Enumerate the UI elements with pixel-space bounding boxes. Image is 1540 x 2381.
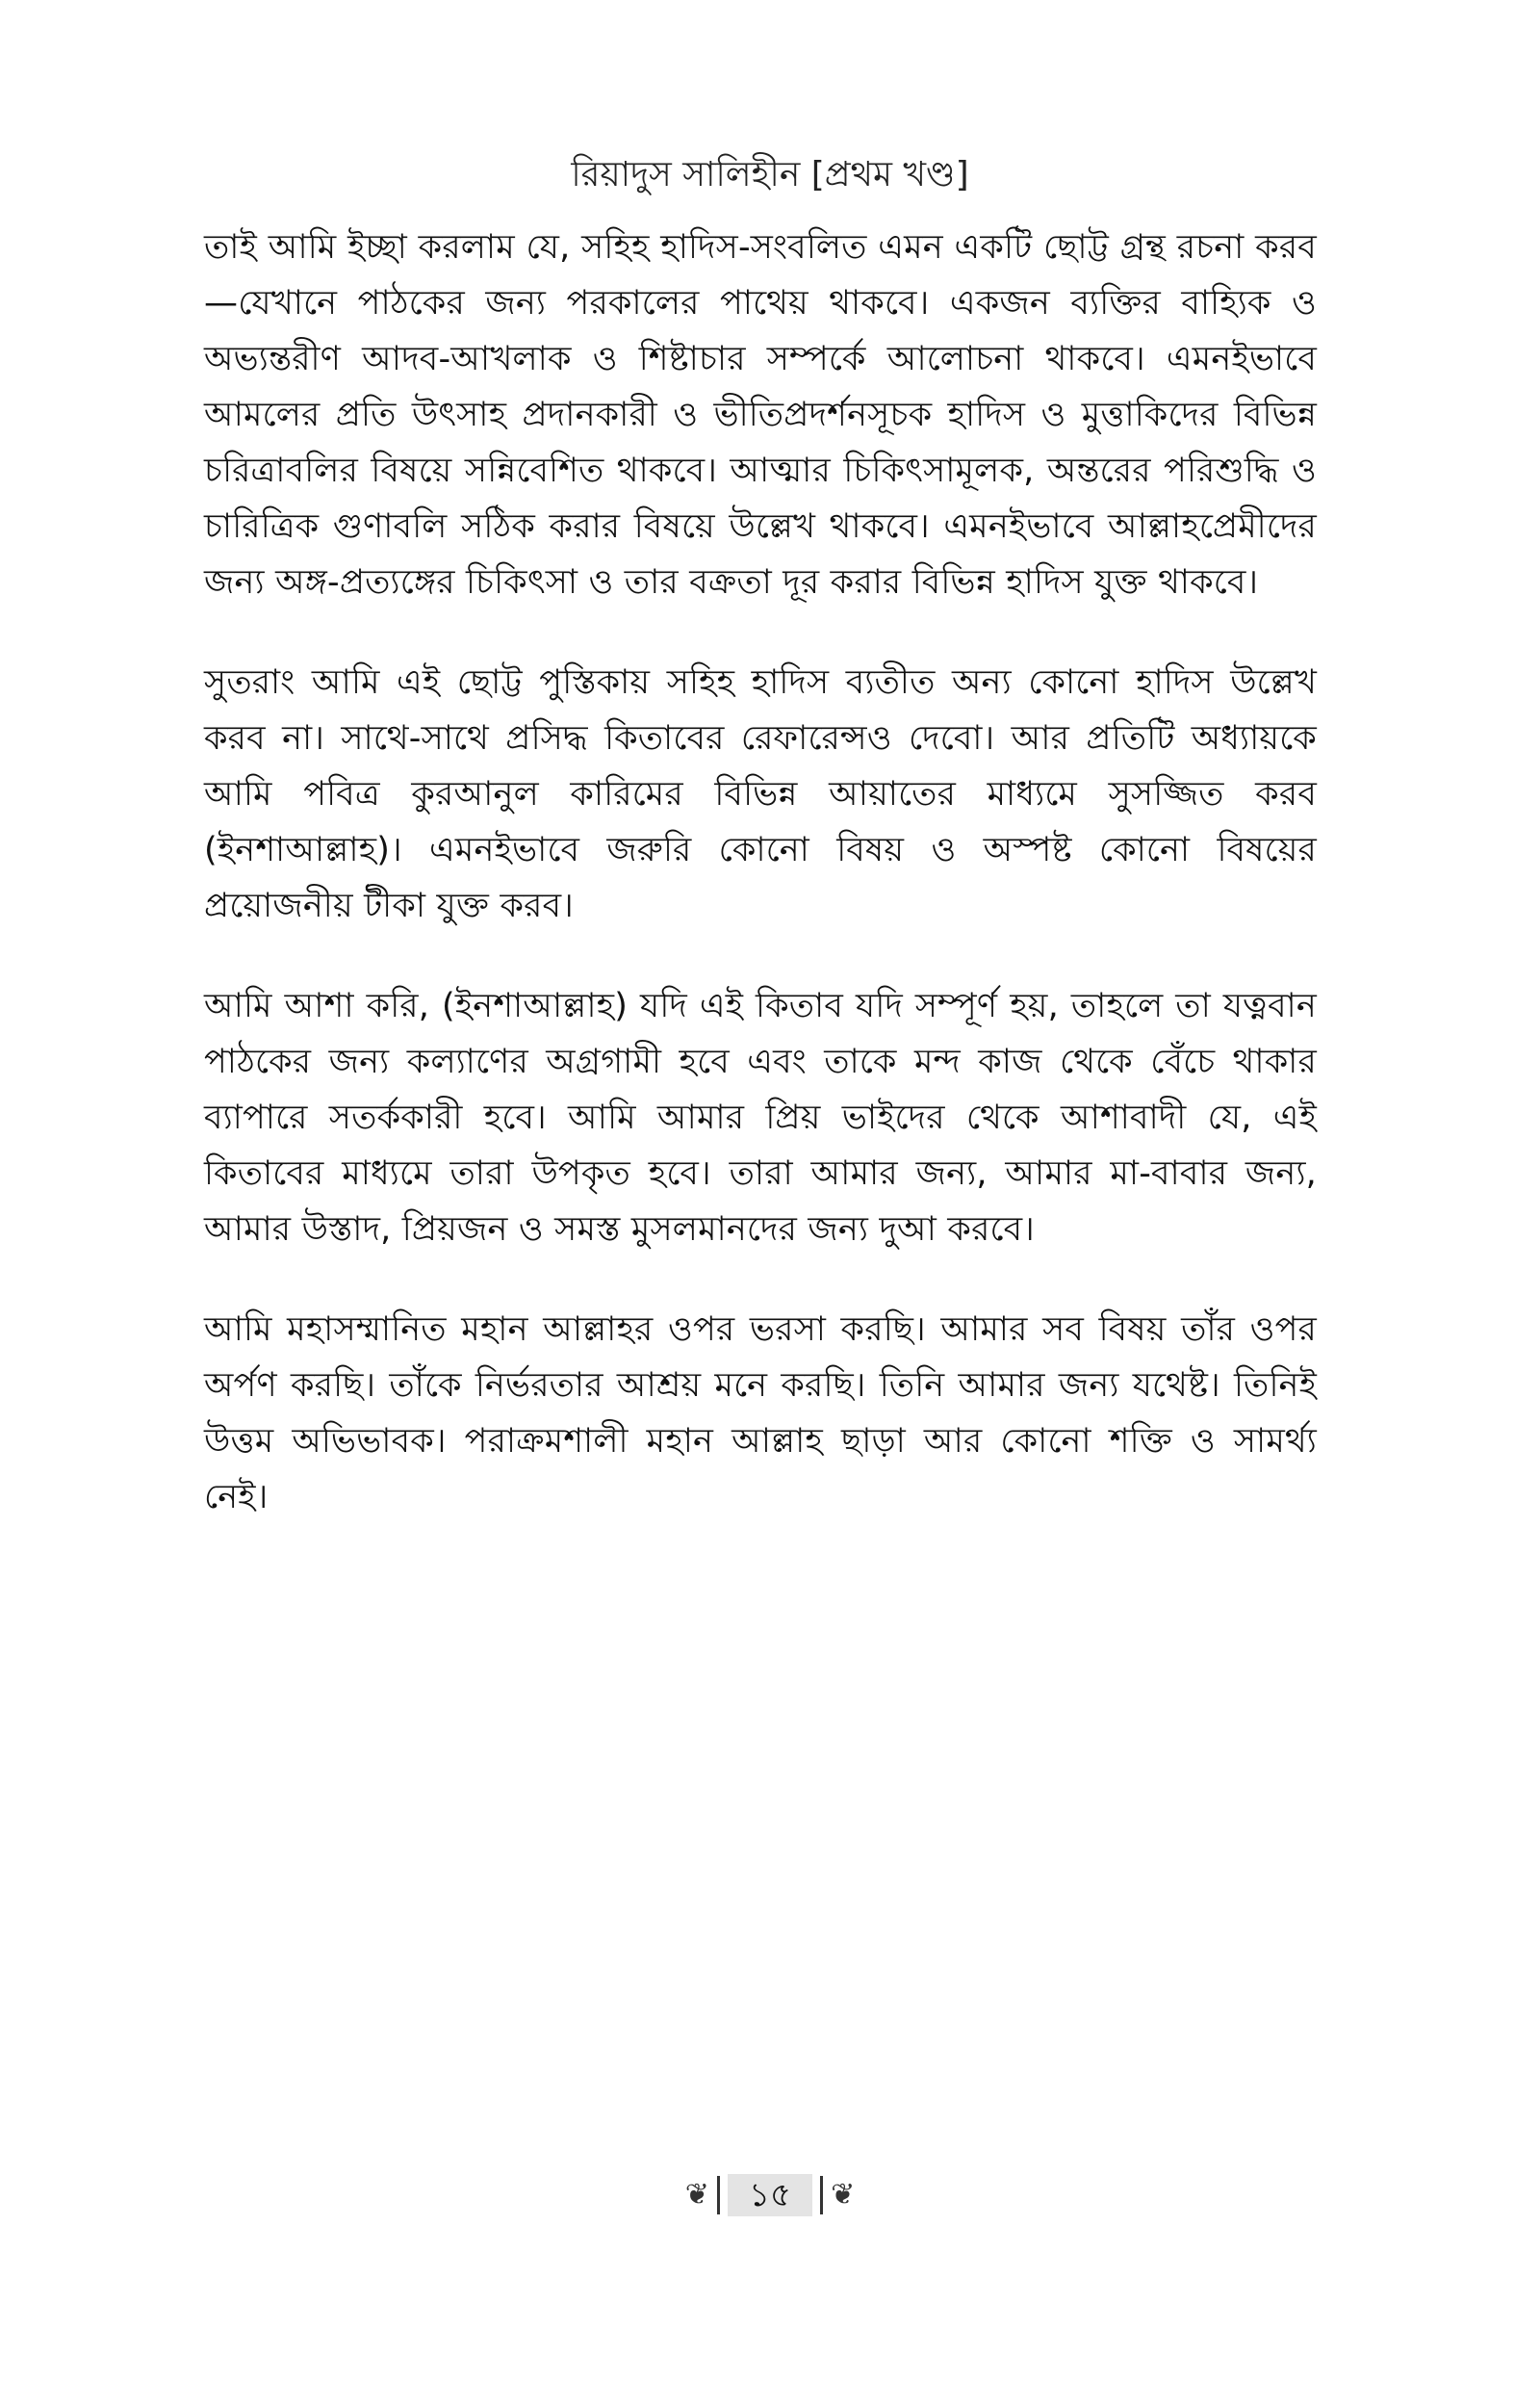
floral-ornament-right-icon: ❦ (831, 2178, 856, 2212)
page-footer (0, 2174, 1540, 2216)
running-header: রিয়াদুস সালিহীন [প্রথম খণ্ড] (571, 155, 969, 194)
paragraph-1: তাই আমি ইচ্ছা করলাম যে, সহিহ হাদিস-সংবলিত এমন একটি ছোট্ট গ্রন্থ রচনা করব—যেখানে পাঠকের জন্য পরকালের পাথেয় থাকবে। একজন ব্যক্তির বাহ্যিক ও অভ্যন্তরীণ আদব-আখলাক ও শিষ্টাচার সম্পর্কে আলোচনা থাকবে। এমনইভাবে আমলের প্রতি উৎসাহ প্রদানকারী ও ভীতিপ্রদর্শনসূচক হাদিস ও মুত্তাকিদের বিভিন্ন চরিত্রাবলির বিষয়ে সন্নিবেশিত থাকবে। আত্মার চিকিৎসামূলক, অন্তরের পরিশুদ্ধি ও চারিত্রিক গুণাবলি সঠিক করার বিষয়ে উল্লেখ থাকবে। এমনইভাবে আল্লাহপ্রেমীদের জন্য অঙ্গ-প্রত্যঙ্গের চিকিৎসা ও তার বক্রতা দূর করার বিভিন্ন হাদিস যুক্ত থাকবে। (204, 228, 1317, 602)
divider-bar-left (717, 2176, 720, 2214)
divider-bar-right (820, 2176, 823, 2214)
body-text (204, 220, 1317, 1569)
paragraph-4: আমি মহাসম্মানিত মহান আল্লাহর ওপর ভরসা করছি। আমার সব বিষয় তাঁর ওপর অর্পণ করছি। তাঁকে নির্ভরতার আশ্রয় মনে করছি। তিনি আমার জন্য যথেষ্ট। তিনিই উত্তম অভিভাবক। পরাক্রমশালী মহান আল্লাহ ছাড়া আর কোনো শক্তি ও সামর্থ্য নেই। (204, 1310, 1317, 1516)
page-number: ১৫ (728, 2174, 812, 2216)
floral-ornament-left-icon: ❦ (684, 2178, 709, 2212)
paragraph-3: আমি আশা করি, (ইনশাআল্লাহ) যদি এই কিতাব যদি সম্পূর্ণ হয়, তাহলে তা যত্নবান পাঠকের জন্য কল্যাণের অগ্রগামী হবে এবং তাকে মন্দ কাজ থেকে বেঁচে থাকার ব্যাপারে সতর্ককারী হবে। আমি আমার প্রিয় ভাইদের থেকে আশাবাদী যে, এই কিতাবের মাধ্যমে তারা উপকৃত হবে। তারা আমার জন্য, আমার মা-বাবার জন্য, আমার উস্তাদ, প্রিয়জন ও সমস্ত মুসলমানদের জন্য দুআ করবে। (204, 987, 1317, 1249)
paragraph-2: সুতরাং আমি এই ছোট্ট পুস্তিকায় সহিহ হাদিস ব্যতীত অন্য কোনো হাদিস উল্লেখ করব না। সাথে-সাথে প্রসিদ্ধ কিতাবের রেফারেন্সও দেবো। আর প্রতিটি অধ্যায়কে আমি পবিত্র কুরআনুল কারিমের বিভিন্ন আয়াতের মাধ্যমে সুসজ্জিত করব (ইনশাআল্লাহ)। এমনইভাবে জরুরি কোনো বিষয় ও অস্পষ্ট কোনো বিষয়ের প্রয়োজনীয় টীকা যুক্ত করব। (204, 663, 1317, 925)
